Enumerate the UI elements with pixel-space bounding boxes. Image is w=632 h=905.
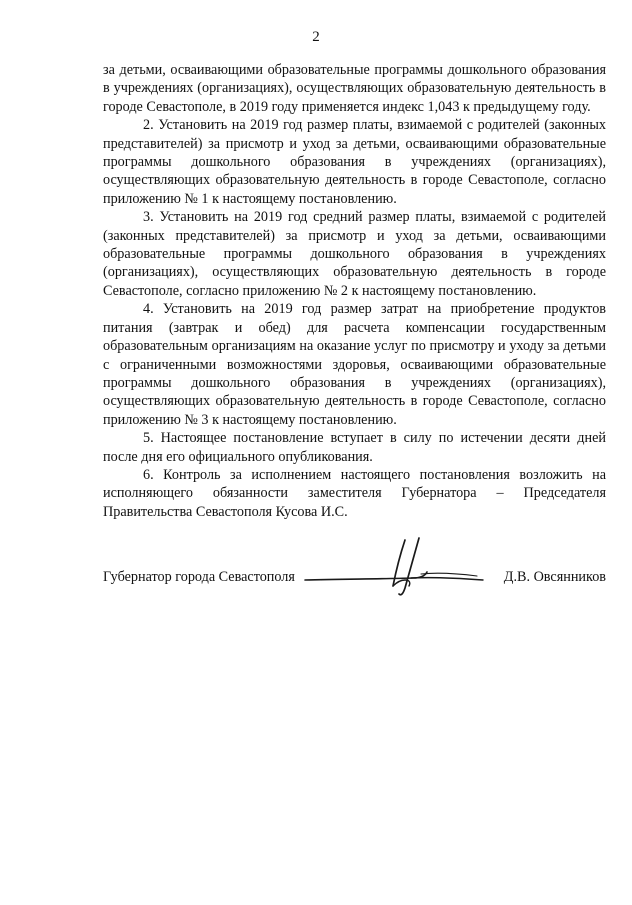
handwritten-signature <box>301 536 491 600</box>
signatory-name: Д.В. Овсянников <box>503 569 606 585</box>
paragraph-item-4: 4. Установить на 2019 год размер затрат на приобретение продуктов питания (завтрак и обед) для расчета компенсации государственным образовательным организациям на оказание услуг по присмотру и уходу за детьми с ограниченными возможностями здоровья, осваивающими образовательные программы дошкольного образования в учреждениях (организациях), осуществляющих образовательную деятельность в городе Севастополе, согласно приложению № 3 к настоящему постановлению. <box>103 301 606 428</box>
page-number: 2 <box>312 29 320 45</box>
paragraph-item-3: 3. Установить на 2019 год средний размер платы, взимаемой с родителей (законных представителей) за присмотр и уход за детьми, осваивающими образовательные программы дошкольного образования в учреждениях (организациях), осуществляющих образовательную деятельность в городе Севастополе, согласно приложению № 2 к настоящему постановлению. <box>103 209 606 299</box>
paragraph-item-2: 2. Установить на 2019 год размер платы, взимаемой с родителей (законных представителей) за присмотр и уход за детьми, осваивающими образовательные программы дошкольного образования в учреждениях (организациях), осуществляющих образовательную деятельность в городе Севастополе, согласно приложению № 1 к настоящему постановлению. <box>103 117 606 207</box>
document-body <box>103 61 606 521</box>
signatory-position: Губернатор города Севастополя <box>103 569 295 585</box>
signature-block <box>103 568 606 598</box>
paragraph-item-5: 5. Настоящее постановление вступает в силу по истечении десяти дней после дня его официального опубликования. <box>103 430 606 465</box>
paragraph-item-6: 6. Контроль за исполнением настоящего постановления возложить на исполняющего обязанности заместителя Губернатора – Председателя Правительства Севастополя Кусова И.С. <box>103 466 606 520</box>
paragraph-continuation: за детьми, осваивающими образовательные программы дошкольного образования в учреждениях (организациях), осуществляющих образовательную деятельность в городе Севастополе, в 2019 году применяется индекс 1,043 к предыдущему году. <box>103 62 606 115</box>
